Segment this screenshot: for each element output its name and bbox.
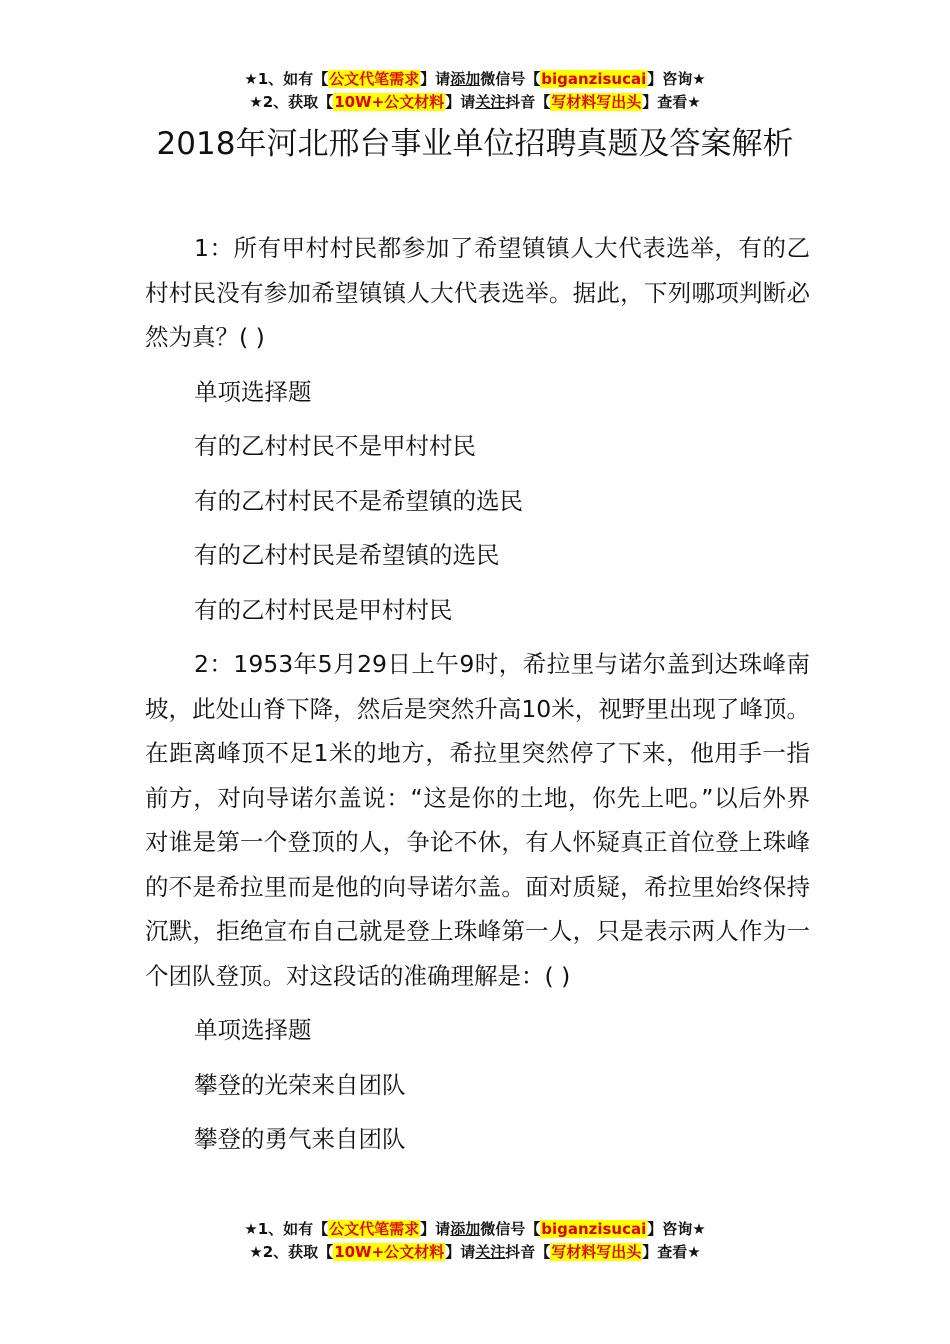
banner-text: 微信号【 — [480, 70, 541, 88]
highlight-text: 公文代笔需求 — [329, 1220, 420, 1238]
highlight-text: 10W+公文材料 — [334, 1243, 445, 1261]
banner-text: ★1、如有【 — [244, 70, 329, 88]
footer-banner — [0, 1218, 950, 1264]
banner-text: 微信号【 — [480, 1220, 541, 1238]
banner-text: 抖音【 — [505, 93, 551, 111]
banner-text: 】请 — [445, 1243, 476, 1261]
banner-text: 】咨询★ — [647, 70, 706, 88]
underlined-text: 添加 — [450, 1220, 481, 1238]
banner-text: ★1、如有【 — [244, 1220, 329, 1238]
header-banner — [0, 68, 950, 114]
banner-text: 】请 — [445, 93, 476, 111]
highlight-douyin-id: 写材料写出头 — [551, 1243, 642, 1261]
banner-text: 】查看★ — [642, 93, 701, 111]
banner-text: 】请 — [420, 1220, 451, 1238]
highlight-text: 10W+公文材料 — [334, 93, 445, 111]
banner-text: 抖音【 — [505, 1243, 551, 1261]
banner-text: ★2、获取【 — [249, 1243, 334, 1261]
banner-text: 】咨询★ — [647, 1220, 706, 1238]
answer-option: 有的乙村村民是甲村村民 — [194, 595, 453, 624]
question-type: 单项选择题 — [194, 1016, 312, 1044]
question-text: 1：所有甲村村民都参加了希望镇镇人大代表选举，有的乙村村民没有参加希望镇镇人大代表选举。据此，下列哪项判断必然为真？( ) — [145, 234, 810, 351]
highlight-wechat-id: biganzisucai — [541, 1220, 647, 1238]
answer-option: 有的乙村村民不是希望镇的选民 — [194, 486, 523, 515]
banner-line-2 — [0, 1241, 950, 1264]
banner-line-1 — [0, 1218, 950, 1241]
answer-option: 攀登的光荣来自团队 — [194, 1070, 406, 1099]
banner-text: ★2、获取【 — [249, 93, 334, 111]
banner-line-1 — [0, 68, 950, 91]
answer-option: 有的乙村村民不是甲村村民 — [194, 432, 476, 460]
answer-option: 有的乙村村民是希望镇的选民 — [194, 541, 500, 569]
document-title: 2018年河北邢台事业单位招聘真题及答案解析 — [156, 126, 794, 162]
document-body — [145, 226, 810, 1172]
underlined-text: 添加 — [450, 70, 481, 88]
highlight-wechat-id: biganzisucai — [541, 70, 647, 88]
answer-option: 攀登的勇气来自团队 — [194, 1125, 406, 1153]
question-type: 单项选择题 — [194, 377, 312, 406]
highlight-text: 公文代笔需求 — [329, 70, 420, 88]
underlined-text: 关注 — [475, 1243, 506, 1261]
question-text: 2：1953年5月29日上午9时，希拉里与诺尔盖到达珠峰南坡，此处山脊下降，然后是突然升高10米，视野里出现了峰顶。在距离峰顶不足1米的地方，希拉里突然停了下来，他用手一指前方，对向导诺尔盖说：“这是你的土地，你先上吧。”以后外界对谁是第一个登顶的人，争论不休，有人怀疑真正首位登上珠峰的不是希拉里而是他的向导诺尔盖。面对质疑，希拉里始终保持沉默，拒绝宣布自己就是登上珠峰第一人，只是表示两人作为一个团队登顶。对这段话的准确理解是：( ) — [145, 650, 810, 990]
highlight-douyin-id: 写材料写出头 — [551, 93, 642, 111]
banner-text: 】请 — [420, 70, 451, 88]
underlined-text: 关注 — [475, 93, 506, 111]
banner-line-2 — [0, 91, 950, 114]
banner-text: 】查看★ — [642, 1243, 701, 1261]
